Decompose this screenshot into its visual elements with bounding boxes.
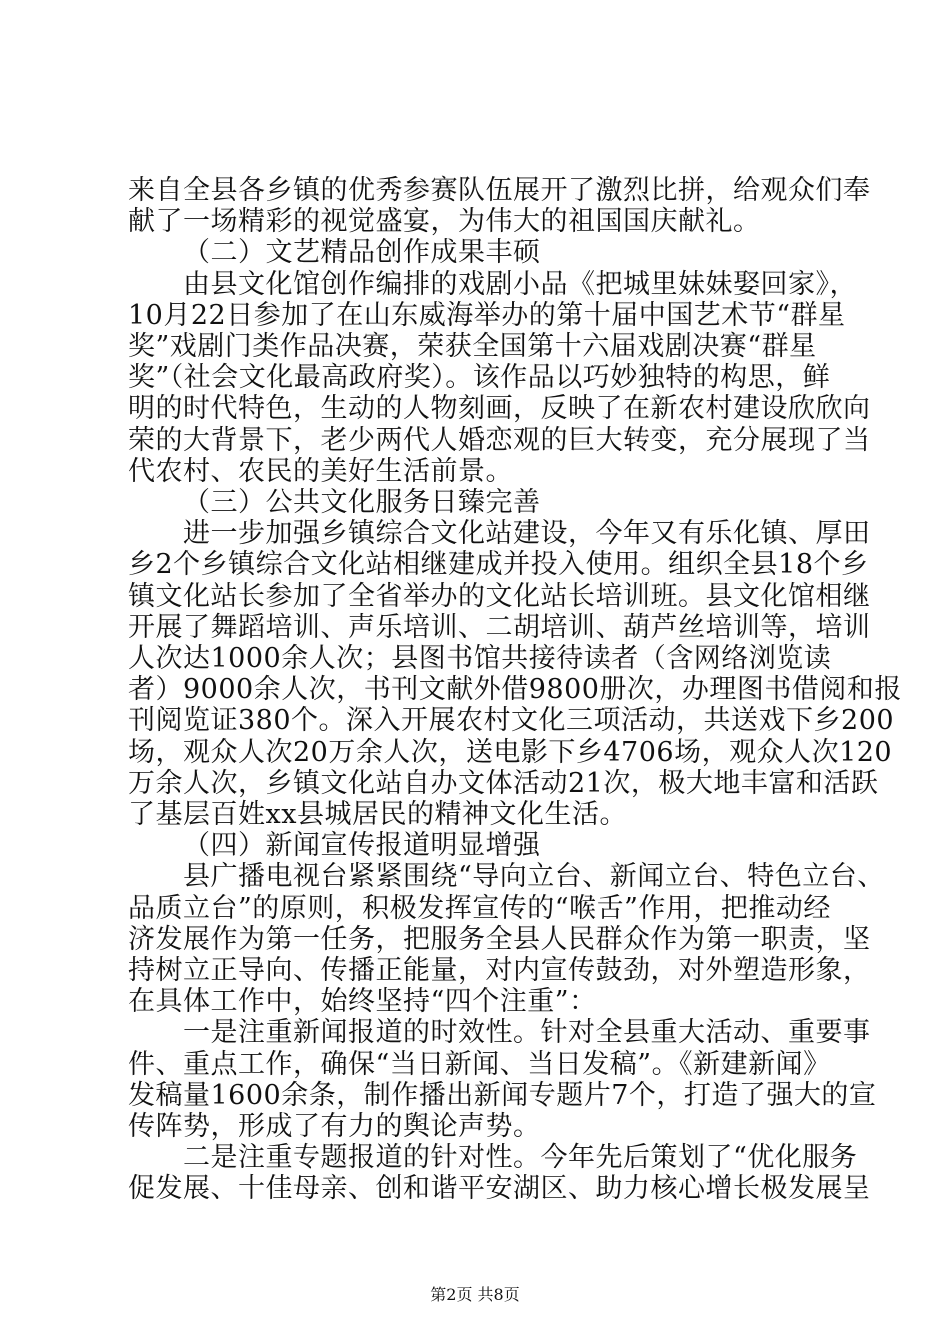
body-line: 促发展、十佳母亲、创和谐平安湖区、助力核心增长极发展呈 — [128, 1173, 871, 1204]
body-line: 开展了舞蹈培训、声乐培训、二胡培训、葫芦丝培训等，培训 — [128, 612, 871, 643]
body-line: 济发展作为第一任务，把服务全县人民群众作为第一职责，坚 — [128, 924, 871, 955]
body-line: 由县文化馆创作编排的戏剧小品《把城里妹妹娶回家》， — [183, 269, 857, 300]
section-heading: （三）公共文化服务日臻完善 — [183, 487, 541, 518]
body-line: 代农村、农民的美好生活前景。 — [128, 456, 513, 487]
body-line: 者）9000余人次，书刊文献外借9800册次，办理图书借阅和报 — [128, 674, 902, 705]
body-line: 镇文化站长参加了全省举办的文化站长培训班。县文化馆相继 — [128, 581, 871, 612]
body-line: 人次达1000余人次；县图书馆共接待读者（含网络浏览读 — [128, 643, 832, 674]
body-line: 奖”（社会文化最高政府奖）。该作品以巧妙独特的构思，鲜 — [128, 362, 831, 393]
body-line: 二是注重专题报道的针对性。今年先后策划了“优化服务 — [183, 1142, 858, 1173]
body-line: 乡2个乡镇综合文化站相继建成并投入使用。组织全县18个乡 — [128, 549, 869, 580]
body-line: 进一步加强乡镇综合文化站建设，今年又有乐化镇、厚田 — [183, 518, 871, 549]
body-line: 了基层百姓xx县城居民的精神文化生活。 — [128, 799, 627, 830]
body-line: 10月22日参加了在山东威海举办的第十届中国艺术节“群星 — [128, 300, 846, 331]
body-line: 一是注重新闻报道的时效性。针对全县重大活动、重要事 — [183, 1017, 871, 1048]
body-line: 万余人次，乡镇文化站自办文体活动21次，极大地丰富和活跃 — [128, 768, 879, 799]
body-line: 品质立台”的原则，积极发挥宣传的“喉舌”作用，把推动经 — [128, 893, 831, 924]
body-line: 发稿量1600余条，制作播出新闻专题片7个，打造了强大的宣 — [128, 1080, 877, 1111]
body-line: 明的时代特色，生动的人物刻画，反映了在新农村建设欣欣向 — [128, 393, 871, 424]
page-footer: 第2页 共8页 — [430, 1285, 520, 1304]
body-line: 刊阅览证380个。深入开展农村文化三项活动，共送戏下乡200 — [128, 705, 895, 736]
body-line: 传阵势，形成了有力的舆论声势。 — [128, 1111, 541, 1142]
body-line: 荣的大背景下，老少两代人婚恋观的巨大转变，充分展现了当 — [128, 425, 871, 456]
body-line: 奖”戏剧门类作品决赛，荣获全国第十六届戏剧决赛“群星 — [128, 331, 817, 362]
section-heading: （四）新闻宣传报道明显增强 — [183, 830, 541, 861]
body-line: 在具体工作中，始终坚持“四个注重”： — [128, 986, 597, 1017]
body-line: 持树立正导向、传播正能量，对内宣传鼓劲，对外塑造形象， — [128, 955, 871, 986]
body-line: 献了一场精彩的视觉盛宴，为伟大的祖国国庆献礼。 — [128, 206, 761, 237]
body-line: 件、重点工作，确保“当日新闻、当日发稿”。《新建新闻》 — [128, 1049, 831, 1080]
body-line: 场，观众人次20万余人次，送电影下乡4706场，观众人次120 — [128, 737, 893, 768]
body-line: 来自全县各乡镇的优秀参赛队伍展开了激烈比拼，给观众们奉 — [128, 175, 871, 206]
body-line: 县广播电视台紧紧围绕“导向立台、新闻立台、特色立台、 — [183, 861, 885, 892]
section-heading: （二）文艺精品创作成果丰硕 — [183, 237, 541, 268]
